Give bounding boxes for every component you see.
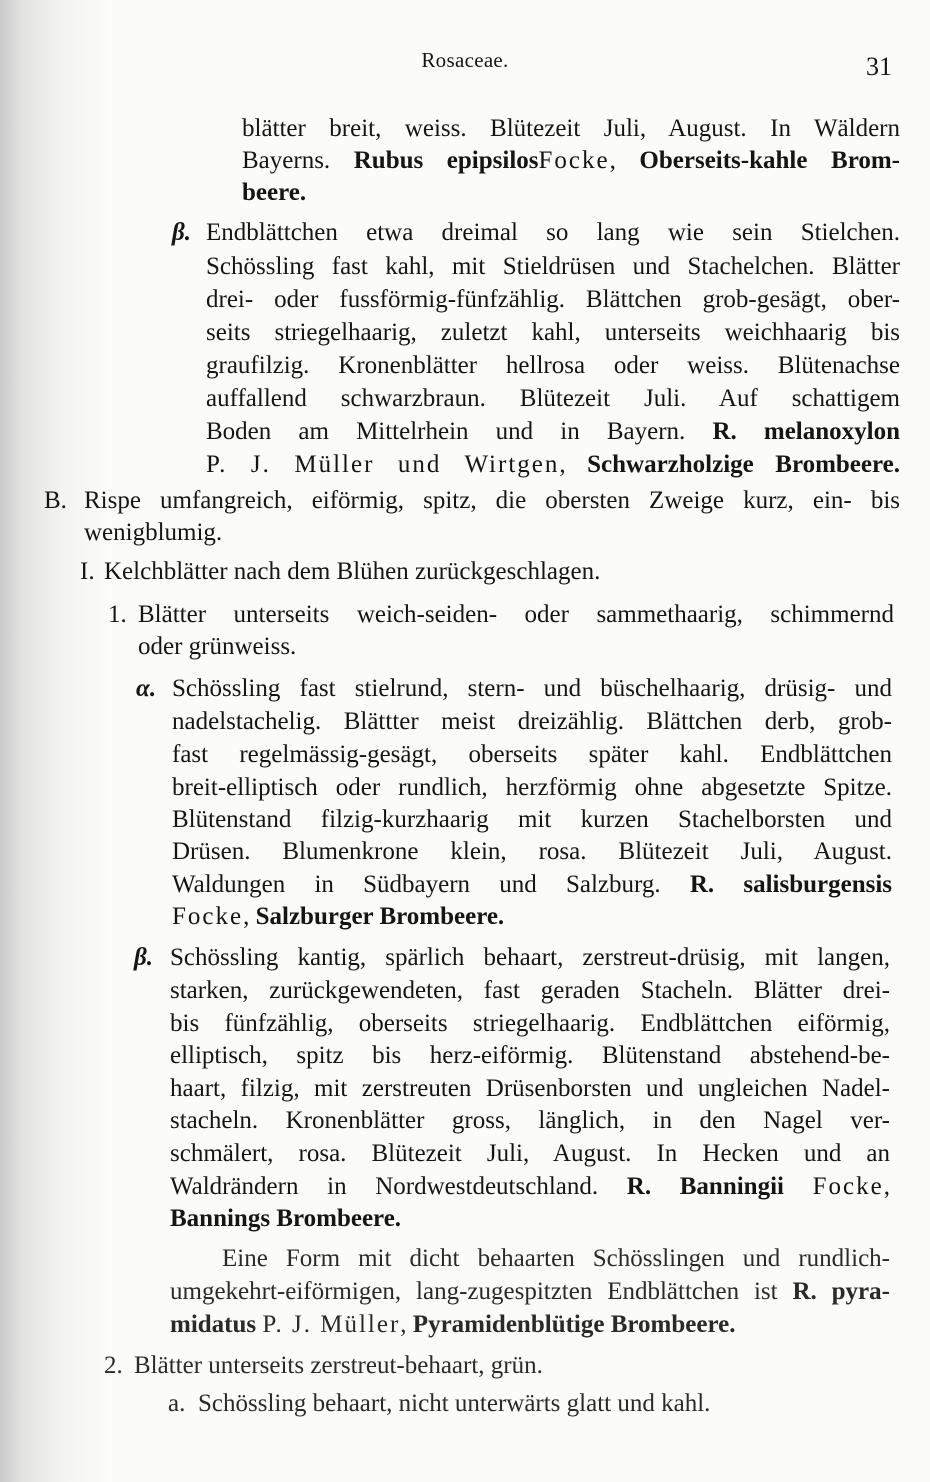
text-line <box>84 517 222 549</box>
text-run: , <box>243 903 256 930</box>
text-line <box>138 599 894 631</box>
text-line <box>170 1073 890 1105</box>
text-line <box>134 1350 543 1382</box>
text-run: schmälert, rosa. Blütezeit Juli, August. In Hecken und an <box>170 1140 890 1167</box>
text-run: blätter breit, weiss. Blütezeit Juli, August. In Wäldern <box>242 115 900 142</box>
text-run: stacheln. Kronenblätter gross, länglich, in den Nagel ver- <box>170 1107 890 1134</box>
text-line <box>222 1243 890 1275</box>
text-line <box>172 739 892 771</box>
bold-run: Salzburger Brombeere. <box>255 903 505 930</box>
bold-run: midatus <box>170 1311 257 1338</box>
bold-run: Schwarzholzige Brombeere. <box>587 451 900 478</box>
text-line <box>170 1138 890 1170</box>
bold-run: beere. <box>242 179 307 206</box>
text-line <box>206 217 900 249</box>
text-line <box>170 1008 890 1040</box>
text-run: , <box>559 451 588 478</box>
bold-run: Rubus epipsilos <box>353 147 539 174</box>
text-line <box>242 145 900 177</box>
item-marker-a <box>168 1388 185 1420</box>
text-run: bis fünfzählig, oberseits striegelhaarig. Endblättchen eiförmig, <box>170 1010 890 1037</box>
text-run: Waldungen in Südbayern und Salzburg. <box>172 871 690 898</box>
text-run: haart, filzig, mit zerstreuten Drüsenborsten und ungleichen Nadel- <box>170 1075 890 1102</box>
text-line <box>206 251 900 283</box>
text-line <box>84 485 900 517</box>
text-run: I. <box>80 558 95 585</box>
bold-run: R. pyra- <box>792 1278 890 1305</box>
text-run: elliptisch, spitz bis herz-eiförmig. Blütenstand abstehend-be- <box>170 1042 890 1069</box>
text-run: Blütenstand filzig-kurzhaarig mit kurzen Stachelborsten und <box>172 806 892 833</box>
text-line <box>172 706 892 738</box>
item-marker-beta <box>172 217 191 249</box>
spaced-run: Focke <box>172 903 244 930</box>
text-line <box>170 1276 890 1308</box>
bold-run: R. melanoxylon <box>712 418 900 445</box>
text-run: Drüsen. Blumenkrone klein, rosa. Blütezeit Juli, August. <box>172 838 892 865</box>
text-run: 1. <box>108 601 127 628</box>
text-line <box>172 772 892 804</box>
text-line <box>170 1105 890 1137</box>
bold-run: R. Banningii <box>626 1173 784 1200</box>
text-line <box>206 284 900 316</box>
text-line <box>172 673 892 705</box>
text-run: breit-elliptisch oder rundlich, herzförmig ohne abgesetzte Spitze. <box>172 774 892 801</box>
text-run: B. <box>44 487 67 514</box>
item-marker-beta <box>134 942 153 974</box>
text-line <box>138 631 296 663</box>
text-line <box>170 975 890 1007</box>
text-run: Endblättchen etwa dreimal so lang wie sein Stielchen. <box>206 219 900 246</box>
text-run: Schössling fast kahl, mit Stieldrüsen und Stachelchen. Blätter <box>206 253 900 280</box>
text-run <box>784 1173 813 1200</box>
text-line <box>206 350 900 382</box>
text-line <box>104 556 600 588</box>
text-run: β. <box>172 219 192 246</box>
text-run: Schössling behaart, nicht unterwärts glatt und kahl. <box>198 1390 711 1417</box>
text-line <box>206 449 900 481</box>
item-marker-2 <box>104 1350 123 1382</box>
text-run: drei- oder fussförmig-fünfzählig. Blättchen grob-gesägt, ober- <box>206 286 900 313</box>
text-run: nadelstachelig. Blättter meist dreizählig. Blättchen derb, grob- <box>172 708 892 735</box>
spaced-run: Focke <box>812 1173 884 1200</box>
bold-run: Bannings Brombeere. <box>170 1205 402 1232</box>
text-line <box>170 1203 401 1235</box>
text-run: Blätter unterseits weich-seiden- oder sammethaarig, schimmernd <box>138 601 894 628</box>
section-marker-b <box>44 485 67 517</box>
text-run: umgekehrt-eiförmigen, lang-zugespitzten Endblättchen ist <box>170 1278 793 1305</box>
section-marker-i <box>80 556 95 588</box>
item-marker-alpha <box>136 673 156 705</box>
text-line <box>198 1388 710 1420</box>
text-run: Blätter unterseits zerstreut-behaart, grün. <box>134 1352 543 1379</box>
text-line <box>242 177 306 209</box>
text-run: , <box>883 1173 891 1200</box>
text-run: graufilzig. Kronenblätter hellrosa oder weiss. Blütenachse <box>206 352 900 379</box>
text-run: Schössling kantig, spärlich behaart, zerstreut-drüsig, mit langen, <box>170 944 890 971</box>
text-run: , <box>609 147 640 174</box>
bold-run: Oberseits-kahle Brom- <box>639 147 900 174</box>
text-line <box>172 869 892 901</box>
text-line <box>206 416 900 448</box>
text-line <box>170 1309 735 1341</box>
text-run: Rispe umfangreich, eiförmig, spitz, die obersten Zweige kurz, ein- bis <box>84 487 900 514</box>
text-line <box>172 901 504 933</box>
item-marker-1 <box>108 599 127 631</box>
text-line <box>242 113 900 145</box>
text-line <box>206 317 900 349</box>
text-run: a. <box>168 1390 186 1417</box>
text-line <box>172 836 892 868</box>
text-line <box>170 1171 890 1203</box>
spaced-run: P. J. Müller <box>262 1311 401 1338</box>
text-run: 2. <box>104 1352 123 1379</box>
text-run: Waldrändern in Nordwestdeutschland. <box>170 1173 627 1200</box>
spaced-run: Focke <box>538 147 610 174</box>
text-run: oder grünweiss. <box>138 633 297 660</box>
text-run: , <box>400 1311 413 1338</box>
text-run: auffallend schwarzbraun. Blütezeit Juli. Auf schattigem <box>206 385 900 412</box>
text-line <box>170 1040 890 1072</box>
spaced-run: P. J. Müller und Wirtgen <box>206 451 560 478</box>
text-run: Eine Form mit dicht behaarten Schösslingen und rundlich- <box>222 1245 890 1272</box>
running-header: Rosaceae. <box>421 48 509 72</box>
bold-run: Pyramidenblütige Brombeere. <box>412 1311 736 1338</box>
text-line <box>172 804 892 836</box>
text-run: Bayerns. <box>242 147 354 174</box>
text-run: Schössling fast stielrund, stern- und büschelhaarig, drüsig- und <box>172 675 892 702</box>
text-run: Boden am Mittelrhein und in Bayern. <box>206 418 713 445</box>
text-line <box>206 383 900 415</box>
text-run: wenigblumig. <box>84 519 223 546</box>
text-run: β. <box>134 944 154 971</box>
text-run: starken, zurückgewendeten, fast geraden Stacheln. Blätter drei- <box>170 977 890 1004</box>
bold-run: R. salisburgensis <box>689 871 893 898</box>
page-number: 31 <box>866 52 892 81</box>
text-run: Kelchblätter nach dem Blühen zurückgeschlagen. <box>104 558 601 585</box>
text-line <box>170 942 890 974</box>
text-run: α. <box>136 675 157 702</box>
text-run: seits striegelhaarig, zuletzt kahl, unterseits weichhaarig bis <box>206 319 900 346</box>
text-run: fast regelmässig-gesägt, oberseits später kahl. Endblättchen <box>172 741 892 768</box>
